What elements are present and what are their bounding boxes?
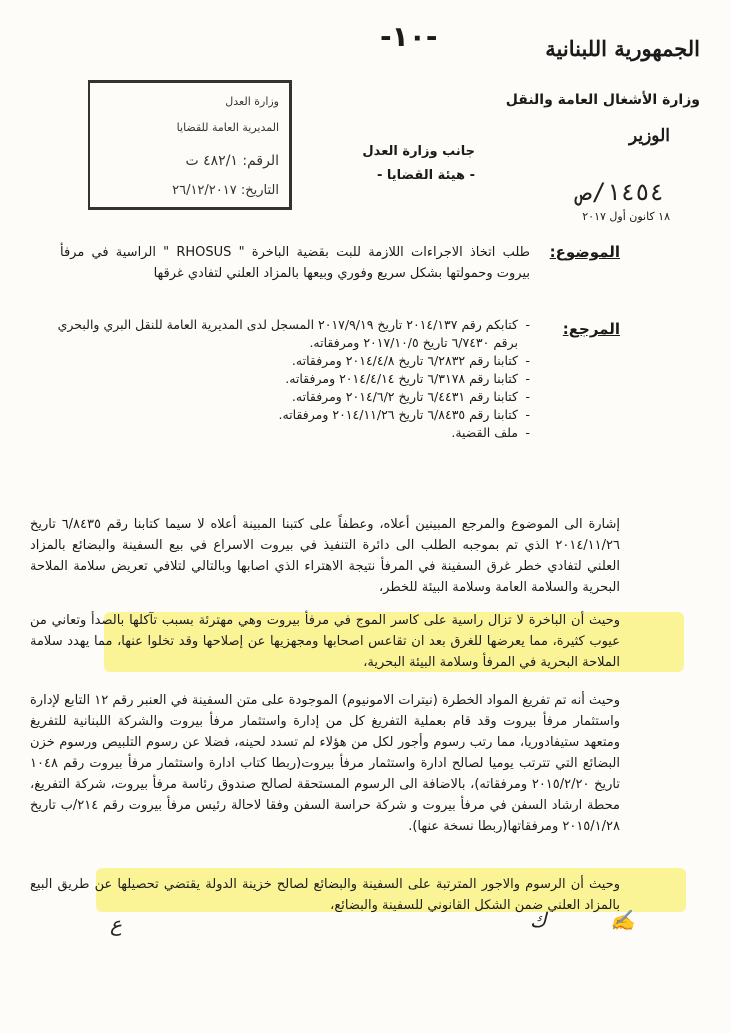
handwritten-initials: ع <box>110 912 122 936</box>
page-number: -١٠- <box>380 20 438 53</box>
reference-item: - كتابنا رقم ٦/٢٨٣٢ تاريخ ٢٠١٤/٤/٨ ومرفقاته. <box>50 352 530 370</box>
recipient-line-2: - هيئة القضايا - <box>376 168 475 183</box>
reference-item: - كتابكم رقم ٢٠١٤/١٣٧ تاريخ ٢٠١٧/٩/١٩ المسجل لدى المديرية العامة للنقل البري والبحري برقم ٦/٧٤٣٠ تاريخ ٢٠١٧/١٠/٥ ومرفقاته. <box>50 316 530 352</box>
subject-text: طلب اتخاذ الاجراءات اللازمة للبت بقضية الباخرة " RHOSUS " الراسية في مرفأ بيروت وحمولتها بشكل سريع وفوري وبيعها بالمزاد العلني لتفادي غرقها <box>60 245 531 281</box>
stamp-line-ministry: وزارة العدل <box>225 95 279 108</box>
initials-area <box>110 908 635 938</box>
body-paragraph-2: وحيث أن الباخرة لا تزال راسية على كاسر الموج في مرفأ بيروت وهي مهترئة بسبب تآكلها بالصدأ وتعاني من عيوب كثيرة، مما يعرضها للغرق بعد ان تقاعس اصحابها ومجهزيها عن إصلاحها وقد تخلوا عنها، مما يهدد سلامة الملاحة البحرية في المرفأ وسلامة البيئة البحرية، <box>30 613 620 670</box>
stamp-line-number: الرقم: ٤٨٢/١ ت <box>185 153 279 169</box>
stamp-line-directorate: المديرية العامة للقضايا <box>176 121 279 134</box>
reference-label: المرجع: <box>562 320 620 338</box>
received-stamp <box>88 80 292 210</box>
reference-item: - ملف القضية. <box>50 424 530 442</box>
reference-number: ١٤٥٤/ص <box>577 178 664 206</box>
body-paragraph-3: وحيث أنه تم تفريغ المواد الخطرة (نيترات الامونيوم) الموجودة على متن السفينة في العنبر رقم ١٢ التابع لإدارة واستثمار مرفأ بيروت وقد قام بعملية التفريغ كل من إدارة واستثمار مرفأ بيروت والشركة اللبنانية للتفريغ ومتعهد ستيفادوريا، مما رتب رسوم وأجور لكل من هؤلاء لم تسدد لحينه، فضلا عن رسوم التلبيص ورسوم خزن البضائع التي تترتب يوميا لصالح ادارة واستثمار مرفأ بيروت(ربطا كتاب ادارة واستثمار مرفأ بيروت رقم ١٠٤٨ تاريخ ٢٠١٥/٢/٢٠ ومرفقاته)، بالاضافة الى الرسوم المستحقة لصالح صندوق رئاسة مرفأ بيروت، شركة التفريغ، محطة ارشاد السفن في مرفأ بيروت و شركة حراسة السفن وفقا لاحالة رئيس مرفأ بيروت رقم ٢١٤/ب تاريخ ٢٠١٥/١/٢٨ ومرفقاتها(ربطا نسخة عنها). <box>30 693 621 834</box>
reference-item: - كتابنا رقم ٦/٣١٧٨ تاريخ ٢٠١٤/٤/١٤ ومرفقاته. <box>50 370 530 388</box>
subject-label: الموضوع: <box>549 243 620 261</box>
stamp-line-date: التاريخ: ٢٦/١٢/٢٠١٧ <box>172 183 279 198</box>
ministry-heading: وزارة الأشغال العامة والنقل <box>505 92 700 108</box>
handwritten-initials: ﻙ <box>530 908 547 932</box>
recipient-line-1: جانب وزارة العدل <box>362 144 475 159</box>
reference-item: - كتابنا رقم ٦/٤٤٣١ تاريخ ٢٠١٤/٦/٢ ومرفقاته. <box>50 388 530 406</box>
minister-heading: الوزير <box>628 126 670 146</box>
handwritten-initials: ✍ <box>610 908 635 932</box>
reference-date: ١٨ كانون أول ٢٠١٧ <box>582 210 670 223</box>
reference-item: - كتابنا رقم ٦/٨٤٣٥ تاريخ ٢٠١٤/١١/٢٦ ومرفقاته. <box>50 406 530 424</box>
body-paragraph-1: إشارة الى الموضوع والمرجع المبينين أعلاه، وعطفاً على كتبنا المبينة أعلاه لا سيما كتابنا رقم ٦/٨٤٣٥ تاريخ ٢٠١٤/١١/٢٦ الذي تم بموجبه الطلب الى دائرة التنفيذ في بيروت الاسراع في بيع السفينة والبضائع بالمزاد العلني لتفادي خطر غرق السفينة في المرفأ نتيجة الاهتراء الذي اصابها وبالتالي لتلافي تعريض سلامة الملاحة البحرية والسلامة العامة وسلامة البيئة للخطر، <box>30 517 620 595</box>
recipient <box>362 140 475 188</box>
body-paragraph-4: وحيث أن الرسوم والاجور المترتبة على السفينة والبضائع لصالح خزينة الدولة يقتضي تحصيلها عن طريق البيع بالمزاد العلني ضمن الشكل القانوني للسفينة والبضائع، <box>30 877 620 913</box>
republic-heading: الجمهورية اللبنانية <box>545 36 700 61</box>
reference-list <box>50 316 530 442</box>
